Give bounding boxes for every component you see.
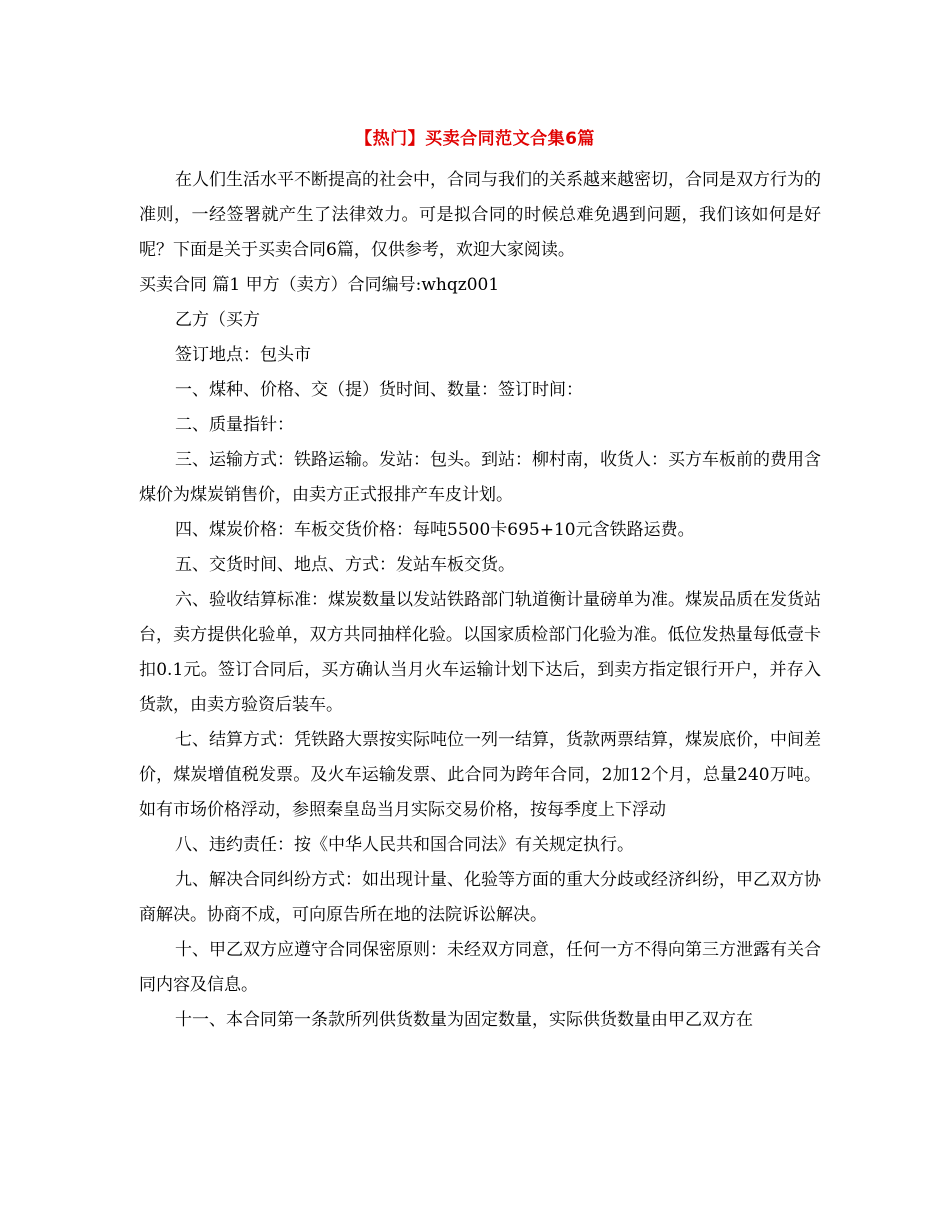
clause-3: 三、运输方式：铁路运输。发站：包头。到站：柳村南，收货人：买方车板前的费用含煤价为煤炭销售价，由卖方正式报排产车皮计划。 [139, 450, 821, 505]
clause-7: 七、结算方式：凭铁路大票按实际吨位一列一结算，货款两票结算，煤炭底价，中间差价，煤炭增值税发票。及火车运输发票、此合同为跨年合同，2加12个月，总量240万吨。如有市场价格浮动，参照秦皇岛当月实际交易价格，按每季度上下浮动 [139, 730, 821, 820]
clause-11: 十一、本合同第一条款所列供货数量为固定数量，实际供货数量由甲乙双方在 [175, 1010, 753, 1030]
clause-9: 九、解决合同纠纷方式：如出现计量、化验等方面的重大分歧或经济纠纷，甲乙双方协商解决。协商不成，可向原告所在地的法院诉讼解决。 [139, 870, 821, 925]
signing-place-line: 签订地点：包头市 [175, 345, 311, 365]
party-b-line: 乙方（买方 [175, 310, 260, 330]
clause-4: 四、煤炭价格：车板交货价格：每吨5500卡695+10元含铁路运费。 [175, 520, 695, 540]
clause-8: 八、违约责任：按《中华人民共和国合同法》有关规定执行。 [175, 835, 634, 855]
clause-6: 六、验收结算标准：煤炭数量以发站铁路部门轨道衡计量磅单为准。煤炭品质在发货站台，卖方提供化验单，双方共同抽样化验。以国家质检部门化验为准。低位发热量每低壹卡扣0.1元。签订合同后，买方确认当月火车运输计划下达后，到卖方指定银行开户，并存入货款，由卖方验资后装车。 [139, 590, 821, 715]
clause-5: 五、交货时间、地点、方式：发站车板交货。 [175, 555, 515, 575]
clause-10: 十、甲乙双方应遵守合同保密原则：未经双方同意，任何一方不得向第三方泄露有关合同内容及信息。 [139, 940, 821, 995]
intro-paragraph: 在人们生活水平不断提高的社会中，合同与我们的关系越来越密切，合同是双方行为的准则，一经签署就产生了法律效力。可是拟合同的时候总难免遇到问题，我们该如何是好呢？下面是关于买卖合同6篇，仅供参考，欢迎大家阅读。 [139, 170, 821, 260]
contract-heading-line: 买卖合同 篇1 甲方（卖方）合同编号:whqz001 [139, 275, 500, 295]
document-body [139, 163, 821, 1038]
document-title: 【热门】买卖合同范文合集6篇 [355, 129, 595, 149]
clause-2: 二、质量指针： [175, 415, 294, 435]
clause-1: 一、煤种、价格、交（提）货时间、数量：签订时间： [175, 380, 583, 400]
